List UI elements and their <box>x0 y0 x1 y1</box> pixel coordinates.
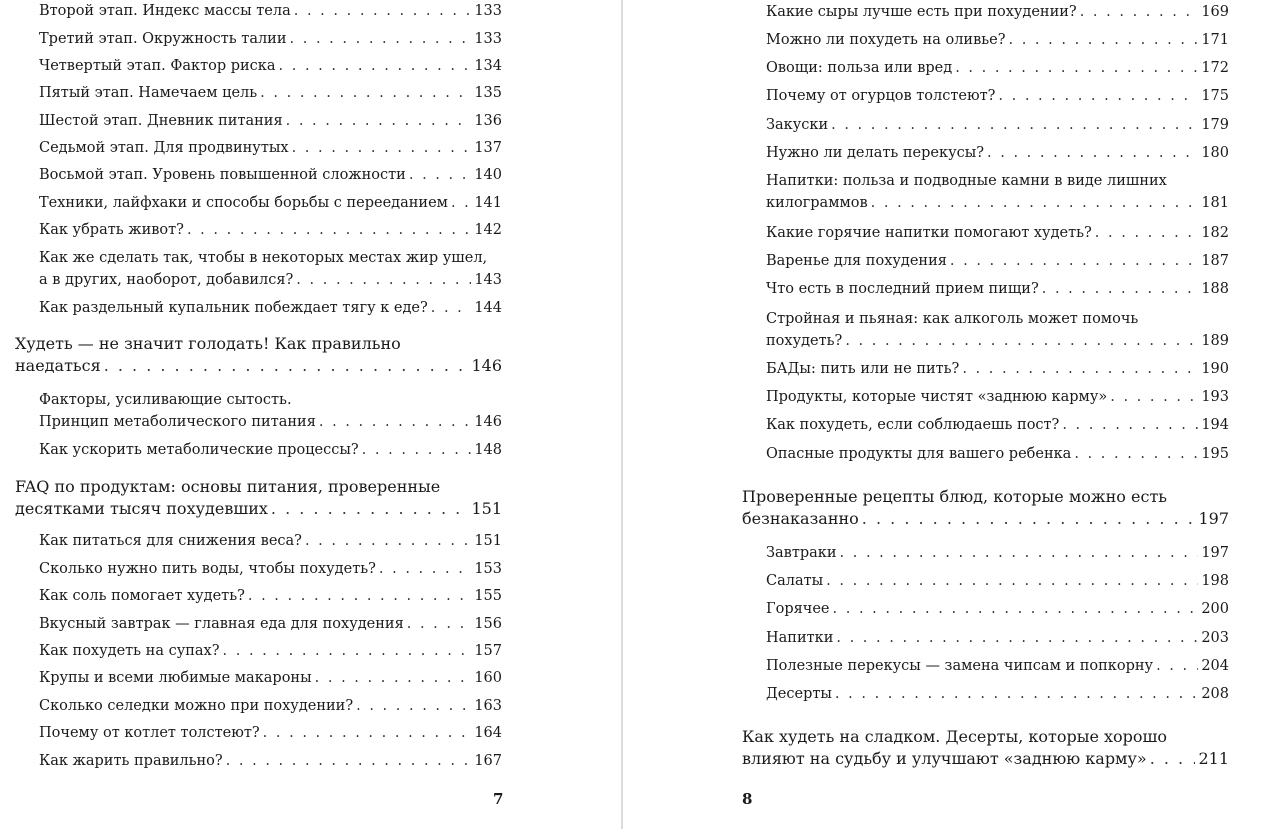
toc-entry-line <box>15 498 502 520</box>
toc-page-number: 194 <box>1201 417 1229 433</box>
toc-entry-line <box>39 667 502 689</box>
toc-page-number: 144 <box>474 300 502 316</box>
dot-leader <box>104 355 469 377</box>
toc-entry-line <box>39 411 502 433</box>
toc-entry-line <box>39 750 502 772</box>
toc-entry-title: Шестой этап. Дневник питания <box>39 113 283 129</box>
toc-entry-title: Техники, лайфхаки и способы борьбы с перееданием <box>39 195 448 211</box>
toc-entry-title: Крупы и всеми любимые макароны <box>39 670 312 686</box>
toc-entry-line <box>39 695 502 717</box>
toc-page-number: 193 <box>1201 389 1229 405</box>
toc-entry-title: Сколько нужно пить воды, чтобы похудеть? <box>39 561 376 577</box>
dot-leader <box>831 114 1198 136</box>
toc-entry-right-4 <box>742 114 1229 136</box>
dot-leader <box>1110 386 1198 408</box>
toc-entry-title: Как похудеть, если соблюдаешь пост? <box>766 417 1060 433</box>
dot-leader <box>319 411 471 433</box>
dot-leader <box>409 164 471 186</box>
toc-entry-left-1 <box>15 28 502 50</box>
dot-leader <box>987 142 1198 164</box>
toc-entry-right-2 <box>742 57 1229 79</box>
toc-entry-title: Как ускорить метаболические процессы? <box>39 442 359 458</box>
toc-entry-title: Четвертый этап. Фактор риска <box>39 58 276 74</box>
toc-entry-title: а в других, наоборот, добавился? <box>39 272 294 288</box>
toc-entry-right-8 <box>742 250 1229 272</box>
toc-entry-right-7 <box>742 222 1229 244</box>
toc-entry-left-20 <box>15 667 502 689</box>
toc-entry-line <box>15 333 502 355</box>
toc-entry-right-6 <box>742 170 1229 214</box>
toc-entry-right-20 <box>742 655 1229 677</box>
toc-entry-left-5 <box>15 137 502 159</box>
toc-entry-line <box>766 386 1229 408</box>
toc-entry-line <box>766 627 1229 649</box>
toc-page-number: 187 <box>1201 253 1229 269</box>
dot-leader <box>826 570 1198 592</box>
toc-entry-line <box>39 613 502 635</box>
toc-entry-line <box>39 439 502 461</box>
dot-leader <box>1080 1 1199 23</box>
toc-page-number: 148 <box>474 442 502 458</box>
dot-leader <box>871 192 1199 214</box>
toc-page-number: 198 <box>1201 573 1229 589</box>
dot-leader <box>1156 655 1198 677</box>
toc-entry-left-23 <box>15 750 502 772</box>
dot-leader <box>294 0 472 22</box>
dot-leader <box>431 297 472 319</box>
toc-entry-line <box>39 530 502 552</box>
dot-leader <box>962 358 1198 380</box>
toc-entry-right-10 <box>742 308 1229 352</box>
toc-entry-left-12 <box>15 389 502 433</box>
dot-leader <box>296 269 471 291</box>
toc-entry-title: Закуски <box>766 117 829 133</box>
toc-page-number: 172 <box>1201 60 1229 76</box>
dot-leader <box>1074 443 1198 465</box>
toc-entry-line <box>39 192 502 214</box>
toc-page-number: 133 <box>474 31 502 47</box>
toc-entry-left-18 <box>15 613 502 635</box>
toc-entry-left-0 <box>15 0 502 22</box>
dot-leader <box>292 137 472 159</box>
toc-entry-title: FAQ по продуктам: основы питания, проверенные <box>15 477 441 496</box>
toc-entry-line <box>15 355 502 377</box>
dot-leader <box>451 192 471 214</box>
toc-entry-title: Как худеть на сладком. Десерты, которые хорошо <box>742 727 1168 746</box>
toc-entry-line <box>39 640 502 662</box>
toc-entry-title: Как похудеть на супах? <box>39 643 220 659</box>
toc-entry-left-22 <box>15 722 502 744</box>
toc-entry-left-13 <box>15 439 502 461</box>
toc-entry-line <box>766 222 1229 244</box>
toc-entry-line <box>39 389 502 411</box>
toc-entry-title: Напитки <box>766 630 834 646</box>
toc-entry-line <box>766 250 1229 272</box>
toc-entry-left-16 <box>15 558 502 580</box>
dot-leader <box>279 55 472 77</box>
toc-page-number: 155 <box>474 588 502 604</box>
toc-entry-line <box>766 85 1229 107</box>
toc-page-number: 142 <box>474 222 502 238</box>
toc-entry-line <box>766 443 1229 465</box>
toc-entry-left-6 <box>15 164 502 186</box>
toc-page-number: 169 <box>1201 4 1229 20</box>
toc-page-number: 157 <box>474 643 502 659</box>
toc-entry-title: наедаться <box>15 356 101 375</box>
dot-leader <box>263 722 472 744</box>
toc-page-number: 151 <box>474 533 502 549</box>
dot-leader <box>1062 414 1198 436</box>
dot-leader <box>862 508 1196 530</box>
toc-entry-title: Как соль помогает худеть? <box>39 588 245 604</box>
toc-entry-title: Седьмой этап. Для продвинутых <box>39 140 289 156</box>
toc-entry-right-5 <box>742 142 1229 164</box>
toc-entry-left-4 <box>15 110 502 132</box>
dot-leader <box>248 585 471 607</box>
dot-leader <box>286 110 472 132</box>
toc-page-number: 151 <box>471 499 502 518</box>
toc-page-number: 182 <box>1201 225 1229 241</box>
toc-entry-line <box>766 1 1229 23</box>
toc-entry-right-3 <box>742 85 1229 107</box>
toc-entry-right-16 <box>742 542 1229 564</box>
toc-entry-title: БАДы: пить или не пить? <box>766 361 960 377</box>
toc-entry-left-3 <box>15 82 502 104</box>
toc-page-number: 190 <box>1201 361 1229 377</box>
toc-entry-title: Продукты, которые чистят «заднюю карму» <box>766 389 1108 405</box>
toc-entry-line <box>766 57 1229 79</box>
toc-page-number: 197 <box>1201 545 1229 561</box>
toc-entry-title: Второй этап. Индекс массы тела <box>39 3 291 19</box>
toc-page-number: 200 <box>1201 601 1229 617</box>
toc-page-number: 133 <box>474 3 502 19</box>
toc-entry-title: Как убрать живот? <box>39 222 184 238</box>
toc-entry-title: Почему от котлет толстеют? <box>39 725 260 741</box>
toc-entry-right-11 <box>742 358 1229 380</box>
toc-entry-line <box>39 137 502 159</box>
toc-entry-title: Десерты <box>766 686 832 702</box>
dot-leader <box>1008 29 1198 51</box>
toc-page-number: 143 <box>474 272 502 288</box>
toc-entry-line <box>39 28 502 50</box>
toc-section-right-15 <box>742 486 1229 530</box>
toc-entry-title: безнаказанно <box>742 509 859 528</box>
toc-entry-right-21 <box>742 683 1229 705</box>
toc-entry-line <box>742 748 1229 770</box>
toc-entry-title: Какие сыры лучше есть при похудении? <box>766 4 1077 20</box>
toc-entry-title: десятками тысяч похудевших <box>15 499 268 518</box>
toc-entry-right-14 <box>742 443 1229 465</box>
toc-page-number: 136 <box>474 113 502 129</box>
toc-page-number: 197 <box>1198 509 1229 528</box>
dot-leader <box>407 613 472 635</box>
toc-page-number: 180 <box>1201 145 1229 161</box>
toc-entry-line <box>742 486 1229 508</box>
toc-entry-title: Какие горячие напитки помогают худеть? <box>766 225 1092 241</box>
dot-leader <box>223 640 472 662</box>
toc-entry-line <box>766 114 1229 136</box>
toc-entry-line <box>766 598 1229 620</box>
toc-entry-title: Как жарить правильно? <box>39 753 223 769</box>
toc-page-number: 167 <box>474 753 502 769</box>
toc-entry-title: Что есть в последний прием пищи? <box>766 281 1039 297</box>
dot-leader <box>845 330 1198 352</box>
toc-page-number: 179 <box>1201 117 1229 133</box>
toc-entry-title: Можно ли похудеть на оливье? <box>766 32 1006 48</box>
toc-entry-title: Стройная и пьяная: как алкоголь может помочь <box>766 311 1139 327</box>
toc-page-number: 203 <box>1201 630 1229 646</box>
toc-entry-title: Проверенные рецепты блюд, которые можно есть <box>742 487 1168 506</box>
toc-entry-right-13 <box>742 414 1229 436</box>
toc-entry-line <box>766 358 1229 380</box>
toc-page-number: 134 <box>474 58 502 74</box>
toc-entry-line <box>39 219 502 241</box>
toc-page-number: 188 <box>1201 281 1229 297</box>
toc-entry-title: Восьмой этап. Уровень повышенной сложности <box>39 167 406 183</box>
toc-entry-title: Как раздельный купальник побеждает тягу к еде? <box>39 300 428 316</box>
toc-entry-title: Нужно ли делать перекусы? <box>766 145 985 161</box>
toc-entry-title: Опасные продукты для вашего ребенка <box>766 446 1072 462</box>
toc-page-number: 195 <box>1201 446 1229 462</box>
dot-leader <box>836 627 1198 649</box>
page-number-left: 7 <box>493 790 504 808</box>
dot-leader <box>290 28 472 50</box>
toc-entry-line <box>15 476 502 498</box>
toc-entry-left-17 <box>15 585 502 607</box>
dot-leader <box>998 85 1198 107</box>
toc-entry-title: Третий этап. Окружность талии <box>39 31 287 47</box>
dot-leader <box>955 57 1198 79</box>
toc-entry-left-19 <box>15 640 502 662</box>
dot-leader <box>950 250 1198 272</box>
toc-entry-right-19 <box>742 627 1229 649</box>
toc-entry-title: Как же сделать так, чтобы в некоторых местах жир ушел, <box>39 250 488 266</box>
toc-entry-right-1 <box>742 29 1229 51</box>
toc-entry-title: Принцип метаболического питания <box>39 414 316 430</box>
toc-page-number: 137 <box>474 140 502 156</box>
toc-entry-line <box>39 269 502 291</box>
dot-leader <box>315 667 472 689</box>
dot-leader <box>840 542 1199 564</box>
toc-entry-left-2 <box>15 55 502 77</box>
toc-entry-line <box>39 247 502 269</box>
toc-page-number: 160 <box>474 670 502 686</box>
toc-entry-left-8 <box>15 219 502 241</box>
toc-page-number: 189 <box>1201 333 1229 349</box>
dot-leader <box>379 558 471 580</box>
dot-leader <box>356 695 471 717</box>
toc-entry-title: Вкусный завтрак — главная еда для похудения <box>39 616 404 632</box>
toc-entry-title: Полезные перекусы — замена чипсам и попкорну <box>766 658 1154 674</box>
toc-entry-line <box>766 278 1229 300</box>
dot-leader <box>305 530 471 552</box>
toc-entry-title: Почему от огурцов толстеют? <box>766 88 996 104</box>
toc-page-number: 140 <box>474 167 502 183</box>
toc-entry-line <box>766 570 1229 592</box>
toc-page-number: 146 <box>474 414 502 430</box>
toc-page-number: 135 <box>474 85 502 101</box>
toc-page-number: 211 <box>1198 749 1229 768</box>
toc-entry-left-21 <box>15 695 502 717</box>
toc-page-number: 204 <box>1201 658 1229 674</box>
toc-entry-line <box>766 655 1229 677</box>
toc-entry-line <box>766 170 1229 192</box>
toc-entry-right-9 <box>742 278 1229 300</box>
toc-entry-left-10 <box>15 297 502 319</box>
toc-entry-line <box>766 330 1229 352</box>
toc-entry-line <box>766 192 1229 214</box>
toc-entry-line <box>766 142 1229 164</box>
toc-entry-title: Худеть — не значит голодать! Как правильно <box>15 334 401 353</box>
toc-entry-title: Как питаться для снижения веса? <box>39 533 302 549</box>
dot-leader <box>362 439 472 461</box>
toc-entry-line <box>39 297 502 319</box>
toc-page-number: 163 <box>474 698 502 714</box>
toc-entry-line <box>766 414 1229 436</box>
toc-section-left-11 <box>15 333 502 377</box>
toc-entry-line <box>39 55 502 77</box>
toc-entry-line <box>766 542 1229 564</box>
dot-leader <box>835 683 1198 705</box>
toc-entry-left-15 <box>15 530 502 552</box>
dot-leader <box>1095 222 1199 244</box>
dot-leader <box>187 219 471 241</box>
toc-entry-title: похудеть? <box>766 333 843 349</box>
toc-entry-line <box>39 110 502 132</box>
toc-page-number: 156 <box>474 616 502 632</box>
toc-entry-line <box>39 558 502 580</box>
toc-entry-line <box>39 164 502 186</box>
toc-page-number: 175 <box>1201 88 1229 104</box>
toc-page-number: 208 <box>1201 686 1229 702</box>
toc-entry-right-0 <box>742 1 1229 23</box>
toc-entry-line <box>742 726 1229 748</box>
dot-leader <box>271 498 469 520</box>
toc-entry-right-17 <box>742 570 1229 592</box>
dot-leader <box>833 598 1199 620</box>
dot-leader <box>260 82 471 104</box>
toc-page-number: 146 <box>471 356 502 375</box>
toc-entry-line <box>766 308 1229 330</box>
toc-entry-line <box>742 508 1229 530</box>
toc-entry-title: влияют на судьбу и улучшают «заднюю карму» <box>742 749 1147 768</box>
toc-page-number: 181 <box>1201 195 1229 211</box>
toc-entry-title: Факторы, усиливающие сытость. <box>39 392 292 408</box>
toc-entry-title: Горячее <box>766 601 830 617</box>
toc-page-number: 153 <box>474 561 502 577</box>
toc-entry-title: Напитки: польза и подводные камни в виде лишних <box>766 173 1167 189</box>
toc-entry-line <box>39 82 502 104</box>
toc-page-number: 141 <box>474 195 502 211</box>
toc-entry-line <box>39 585 502 607</box>
toc-entry-line <box>39 0 502 22</box>
toc-entry-title: Варенье для похудения <box>766 253 947 269</box>
toc-entry-title: Завтраки <box>766 545 837 561</box>
dot-leader <box>1150 748 1196 770</box>
toc-entry-title: Сколько селедки можно при похудении? <box>39 698 354 714</box>
toc-section-right-22 <box>742 726 1229 770</box>
toc-entry-right-12 <box>742 386 1229 408</box>
toc-entry-left-7 <box>15 192 502 214</box>
toc-page-number: 171 <box>1201 32 1229 48</box>
page-number-right: 8 <box>742 790 753 808</box>
toc-entry-left-9 <box>15 247 502 291</box>
toc-entry-title: Пятый этап. Намечаем цель <box>39 85 258 101</box>
dot-leader <box>226 750 472 772</box>
dot-leader <box>1042 278 1199 300</box>
toc-section-left-14 <box>15 476 502 520</box>
toc-entry-title: Овощи: польза или вред <box>766 60 953 76</box>
toc-entry-line <box>766 29 1229 51</box>
toc-entry-right-18 <box>742 598 1229 620</box>
toc-entry-title: килограммов <box>766 195 868 211</box>
toc-entry-title: Салаты <box>766 573 824 589</box>
toc-entry-line <box>766 683 1229 705</box>
toc-page-number: 164 <box>474 725 502 741</box>
toc-entry-line <box>39 722 502 744</box>
